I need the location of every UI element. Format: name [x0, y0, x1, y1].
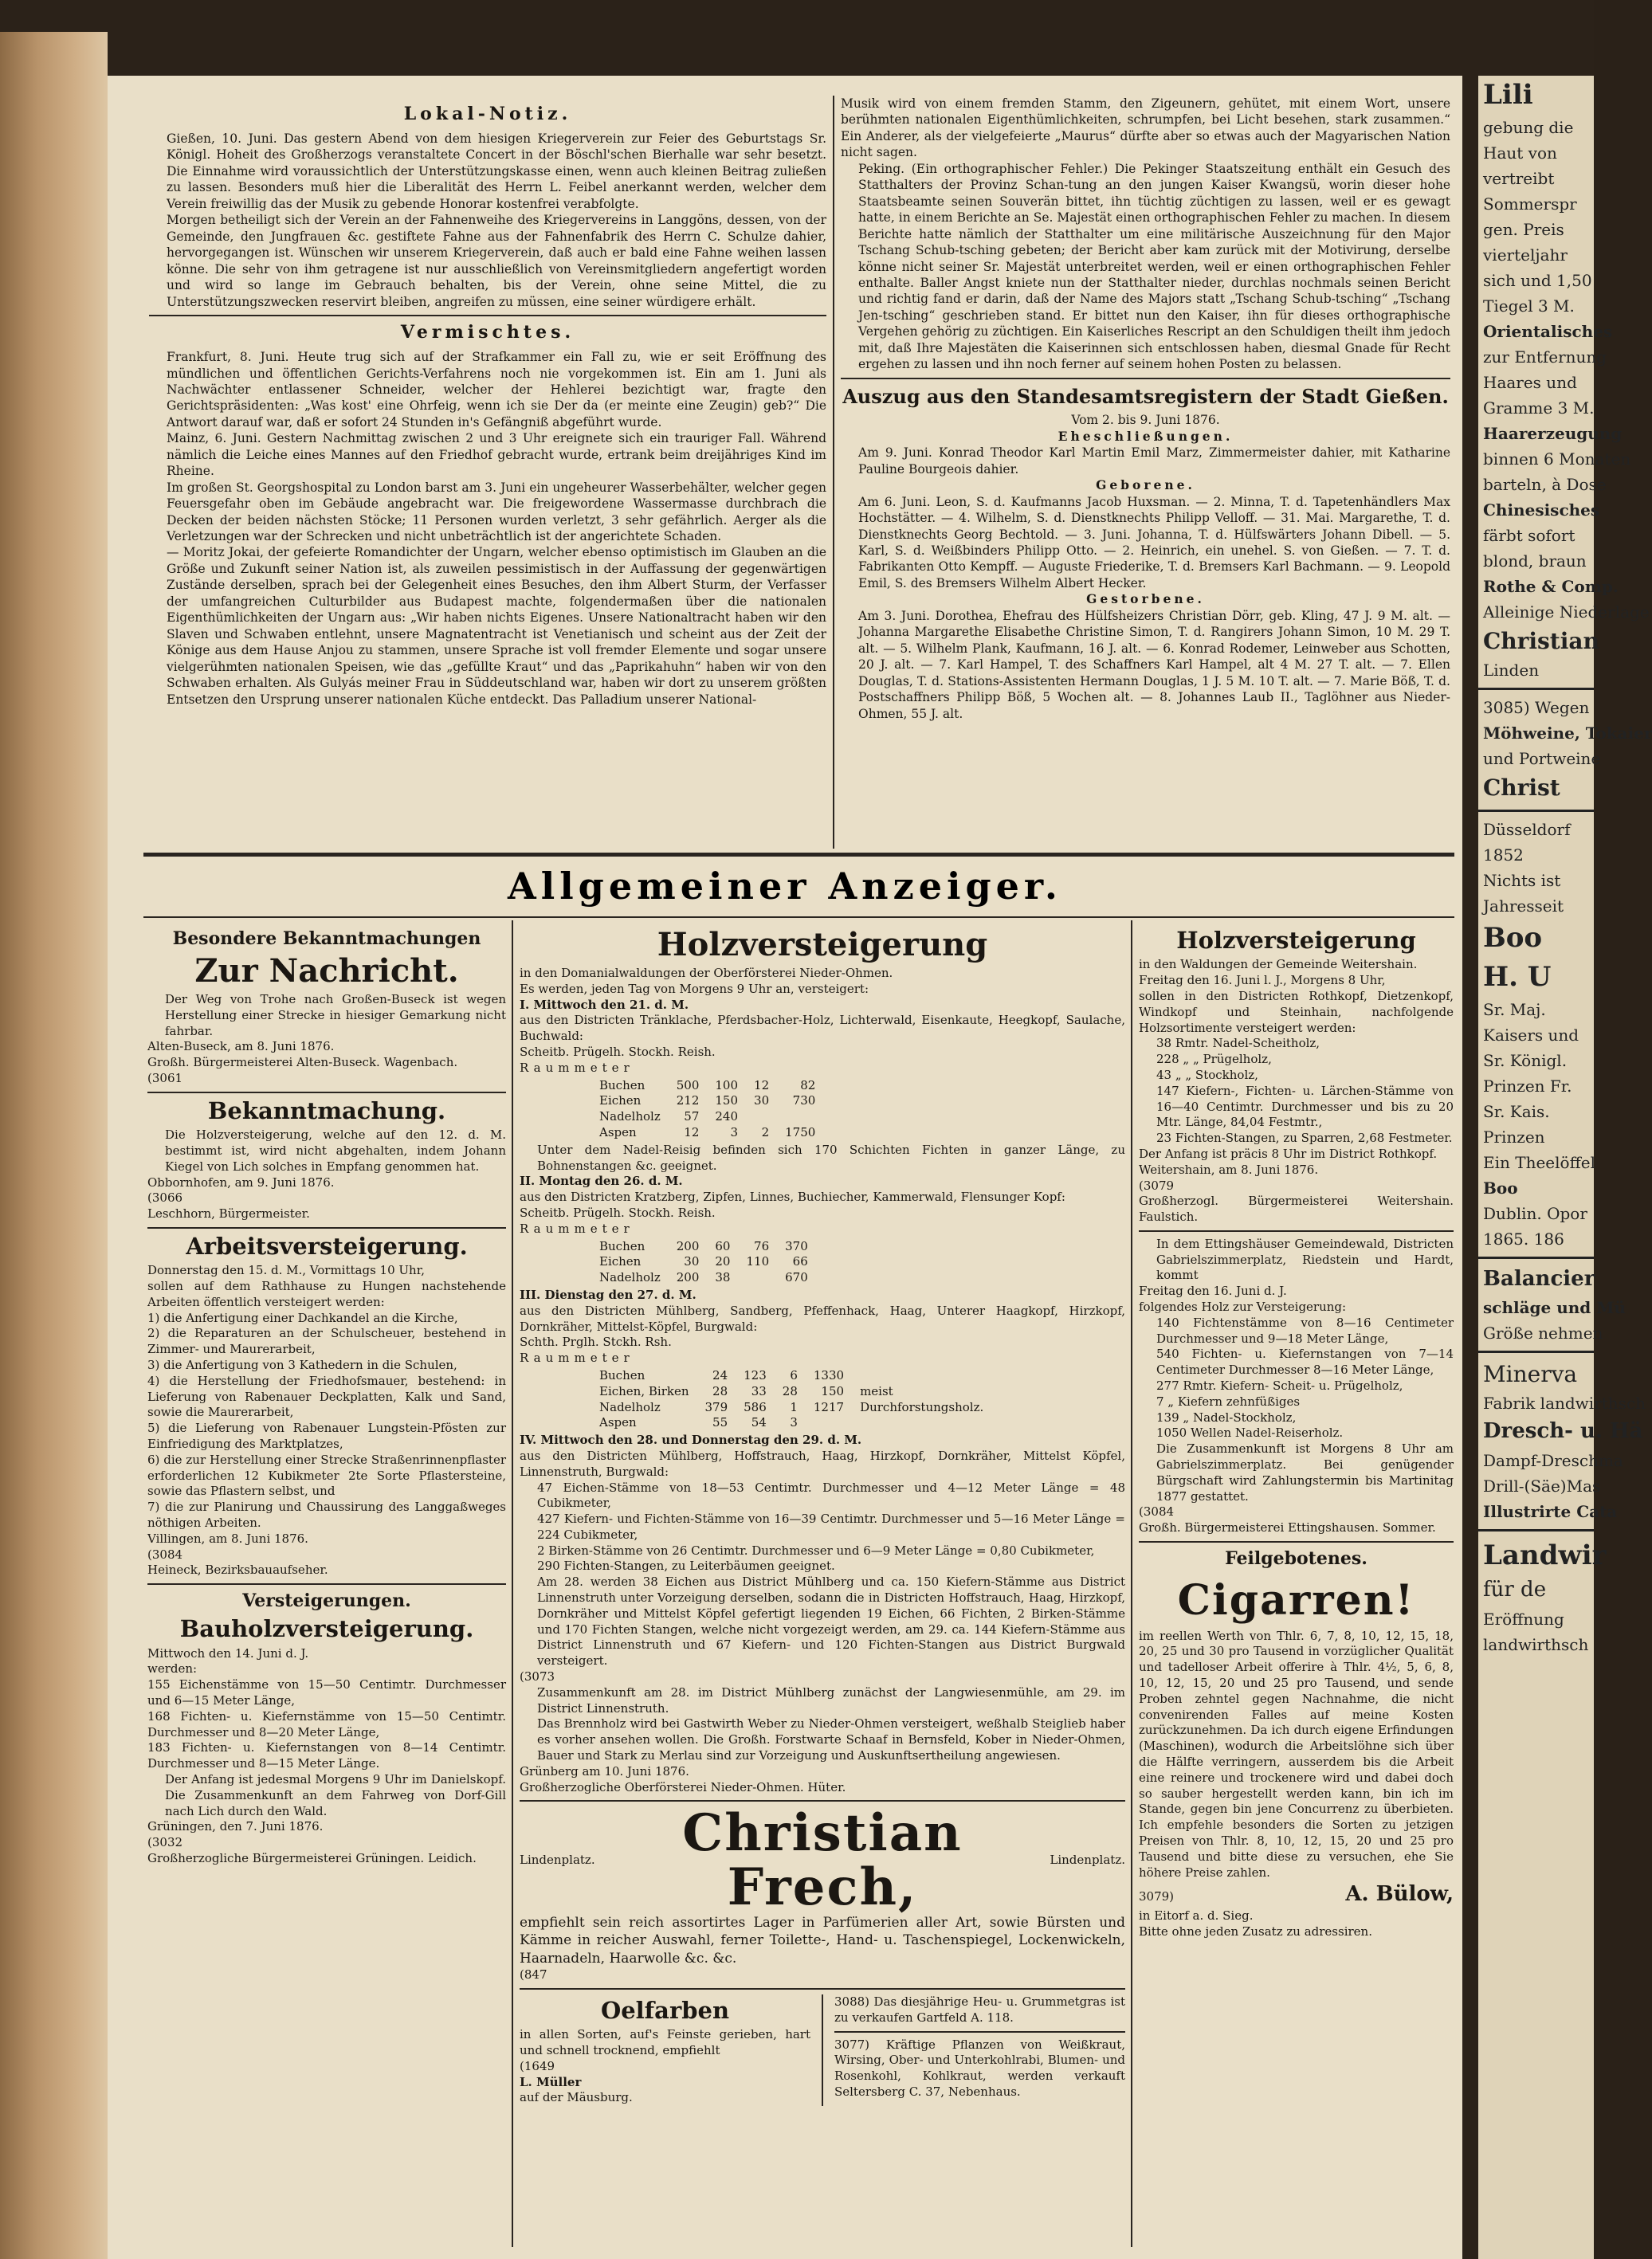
versteigerungen-title: Versteigerungen.: [242, 1590, 411, 1612]
volume-table: [591, 1078, 823, 1141]
ad-list-item: 540 Fichten- u. Kiefernstangen von 7—14 Centimeter Durchmesser 8—16 Meter Länge,: [1156, 1347, 1454, 1378]
ad-number: (3032: [147, 1835, 183, 1850]
ad-list-item: 1) die Anfertigung einer Dachkandel an die Kirche,: [147, 1310, 458, 1325]
nachricht-title: Zur Nachricht.: [194, 952, 459, 990]
strip-text: Sommerspr: [1483, 194, 1577, 214]
strip-text: Christ: [1483, 775, 1560, 802]
ad-list-item: 183 Fichten- u. Kiefernstangen von 8—14 Centimtr. Durchmesser und 8—15 Meter Länge.: [147, 1740, 506, 1771]
ad-list-item: 4) die Herstellung der Friedhofsmauer, bestehend: in Lieferung von Rabenauer Deckplatten, Kalk und Sand, sowie die Maurerarbeit,: [147, 1373, 506, 1420]
ad-signature: Großh. Bürgermeisterei Ettingshausen. Sommer.: [1139, 1520, 1436, 1535]
table-header: Scheitb. Prügelh. Stockh. Reish.: [520, 1044, 716, 1059]
vermischtes-paragraph: Mainz, 6. Juni. Gestern Nachmittag zwischen 2 und 3 Uhr ereignete sich ein trauriger Fall. Während nämlich die Leiche eines Mannes auf den Friedhof gebracht wurde, ertrank beim dreijähriges Kind im Rheine.: [167, 431, 826, 479]
strip-rule: [1478, 1529, 1594, 1531]
strip-text: Linden: [1483, 661, 1540, 680]
ad-signature: A. Bülow,: [1345, 1882, 1454, 1907]
strip-text: Eröffnung: [1483, 1609, 1564, 1629]
strip-text: Illustrirte Cata: [1483, 1501, 1618, 1521]
strip-text: 3085) Wegen: [1483, 698, 1590, 718]
divider: [147, 1092, 506, 1093]
holzversteigerung-title: Holzversteigerung: [657, 926, 988, 963]
strip-text: Prinzen Fr.: [1483, 1076, 1572, 1096]
ad-text: in allen Sorten, auf's Feinste gerieben, hart und schnell trocknend, empfiehlt: [520, 2027, 811, 2058]
table-unit: Raummeter: [520, 1221, 634, 1236]
standesamt-entry: Am 9. Juni. Konrad Theodor Karl Martin Emil Marz, Zimmermeister dahier, mit Katharine Pauline Bourgeois dahier.: [858, 445, 1450, 477]
ad-number: (3079: [1139, 1178, 1175, 1193]
ad-list-item: 5) die Lieferung von Rabenauer Lungstein-Pfösten zur Einfriedigung des Marktplatzes,: [147, 1421, 506, 1452]
lokal-paragraph: Morgen betheiligt sich der Verein an der Fahnenweihe des Kriegervereins in Langgöns, dessen, von der Gemeinde, den Jungfrauen &c. gestiftete Fahne aus der Fahnenfabrik des Herrn C. Schulze dahier, hervorgegangen ist. Wünschen wir unserem Kriegerverein, daß auch er bald eine Fahne weihen lassen könne. Die sehr von ihm getragene ist nur ausschließlich von Vereinsmitgliedern angefertigt worden und wird so lange im Gebrauch behalten, bis der Verein, ohne seine Mittel, die zu Unterstützungszwecken reservirt bleiben, angreifen zu müssen, eine seiner würdigere erhält.: [167, 213, 826, 309]
lokal-paragraph: Gießen, 10. Juni. Das gestern Abend von dem hiesigen Kriegerverein zur Feier des Geburtstags Sr. Königl. Hoheit des Großherzogs veranstaltete Concert in der Böschl'schen Bierhalle war sehr besetzt. Die Einnahme wird voraussichtlich der Unterstützungskasse einen, wenn auch kleinen Beitrag zuließen zu lassen. Besonders muß hier die Liberalität des Herrn L. Feibel anerkannt werden, welcher dem Verein freiwillig das der Musik zu gebende Honorar kostenfrei verabfolgte.: [167, 131, 826, 211]
ad-list-item: 2 Birken-Stämme von 26 Centimtr. Durchmesser und 6—9 Meter Länge = 0,80 Cubikmeter,: [537, 1543, 1095, 1558]
table-row: Eichen, Birken 28 33 28 150: [599, 1383, 845, 1398]
ad-list-item: 1050 Wellen Nadel-Reiserholz.: [1156, 1426, 1344, 1441]
ad-number: (3066: [147, 1190, 183, 1206]
strip-text: Boo: [1483, 1178, 1518, 1198]
ad-signature: L. Müller: [520, 2074, 582, 2089]
strip-text: Dampf-Dreschma: [1483, 1450, 1623, 1470]
table-header: Schth. Prglh. Stckh. Rsh.: [520, 1335, 672, 1350]
ad-text: Es werden, jeden Tag von Morgens 9 Uhr an, versteigert:: [520, 981, 869, 996]
strip-text: Dublin. Opor: [1483, 1203, 1587, 1223]
ad-subtitle: in den Waldungen der Gemeinde Weitershain.: [1139, 957, 1418, 972]
bauholzversteigerung-title: Bauholzversteigerung.: [179, 1615, 474, 1643]
strip-text: Orientalisches: [1483, 321, 1613, 341]
ad-list-item: 38 Rmtr. Nadel-Scheitholz,: [1156, 1036, 1320, 1051]
standesamt-heading: Gestorbene.: [1086, 591, 1205, 607]
strip-text: zur Entfernung: [1483, 347, 1607, 367]
divider: [834, 2031, 1125, 2033]
ad-text: Das Brennholz wird bei Gastwirth Weber zu Nieder-Ohmen versteigert, weßhalb Steiglieb haber es vorher ansehen wollen. Die Großh. Forstwarte Schaaf in Bernsfeld, Kober in Nieder-Ohmen, Bauer und Stark zu Merlau sind zur Vorzeigung und Auskunftsertheilung angewiesen.: [537, 1716, 1125, 1763]
ad-text: im reellen Werth von Thlr. 6, 7, 8, 10, 12, 15, 18, 20, 25 und 30 pro Tausend in vorzüglicher Qualität und tadelloser Arbeit offerire à Thlr. 4½, 5, 6, 8, 10, 12, 15, 20 und 25 pro Tausend, und sende Proben zehntel gegen Nachnahme, die nicht convenirenden Falles auf meine Kosten zurückzunehmen. Da ich durch eigene Erfindungen (Maschinen), wodurch die Arbeitslöhne sich über die Hälfte verringern, ausserdem bis die Arbeit eine reinere und trockenere wird und dabei doch so sauber hergestellt werden kann, bin ich im Stande, gegen bin jene Concurrenz zu überbieten. Ich empfehle besonders die Sorten zu jetzigen Preisen von Thlr. 8, 10, 12, 15, 20 und 25 pro Tausend und bitte diese zu versuchen, ehe Sie höhere Preise zahlen.: [1139, 1628, 1454, 1880]
ad-place: Weitershain, am 8. Juni 1876.: [1139, 1162, 1319, 1177]
ad-list-item: 2) die Reparaturen an der Schulscheuer, bestehend in Zimmer- und Maurerarbeit,: [147, 1326, 506, 1357]
ad-place: Villingen, am 8. Juni 1876.: [147, 1531, 308, 1546]
ad-list-item: 147 Kiefern-, Fichten- u. Lärchen-Stämme von 16—40 Centimtr. Durchmesser und bis zu 20 Mtr. Länge, 84,04 Festmtr.,: [1156, 1083, 1454, 1130]
lokal-title: Lokal-Notiz.: [403, 104, 572, 124]
strip-text: Prinzen: [1483, 1127, 1545, 1147]
strip-text: Chinesisches: [1483, 500, 1600, 520]
adjoining-page-strip: [1478, 76, 1652, 2259]
ad-number: (3084: [147, 1547, 183, 1562]
table-row: Buchen 200 60 76 370: [599, 1238, 808, 1253]
sale-day: III. Dienstag den 27. d. M.: [520, 1287, 697, 1302]
ad-number: (3084: [1139, 1504, 1175, 1520]
ad-text: empfiehlt sein reich assortirtes Lager in Parfümerien aller Art, sowie Bürsten und Kämme in reicher Auswahl, ferner Toilette-, Hand- u. Taschenspiegel, Lockenwickeln, Haarnadeln, Haarwolle &c. &c.: [520, 1914, 1125, 1967]
strip-text: sich und 1,50: [1483, 270, 1592, 290]
ad-signature: Großherzogl. Bürgermeisterei Weitershain. Faulstich.: [1139, 1194, 1454, 1225]
column-top-right: [841, 96, 1450, 849]
strip-text: Rothe & Comp.: [1483, 576, 1619, 596]
ad-text: aus den Districten Mühlberg, Hoffstrauch, Haag, Hirzkopf, Dornkräher, Mittelst Köpfel, Linnenstruth, Burgwald:: [520, 1448, 1125, 1479]
divider: [520, 1800, 1125, 1802]
ad-subtitle: in den Domanialwaldungen der Oberförsterei Nieder-Ohmen.: [520, 966, 893, 980]
strip-text: barteln, à Dose: [1483, 474, 1607, 494]
strip-text: Drill-(Säe)Mas: [1483, 1476, 1601, 1496]
table-row: Nadelholz 57 240: [599, 1109, 739, 1124]
ad-text: sollen auf dem Rathhause zu Hungen nachstehende Arbeiten öffentlich versteigert werden:: [147, 1279, 506, 1309]
article-paragraph: Peking. (Ein orthographischer Fehler.) Die Pekinger Staatszeitung enthält ein Gesuch des Statthalters der Provinz Schan-tung an den jungen Kaiser Kwangsü, worin dieser hohe Staatsbeamte seinen Souverän bittet, ihn tüchtig züchtigen zu lassen, weil er es gewagt hatte, in einem Berichte an Se. Majestät einen orthographischen Fehler zu machen. In diesem Berichte hatte nämlich der Statthalter um eine militärische Auszeichnung für den Major Tschang Schub-tsching gebeten; der Bericht aber kam zurück mit der Motivirung, derselbe könne nicht seiner Sr. Majestät unterbreitet werden, weil er einen orthographischen Fehler enthalte. Baller Angst kniete nun der Statthalter nieder, durchlas nochmals seinen Bericht und richtig fand er darin, daß der Name des Majors statt „Tschang Schub-tsching“ „Tschang Jen-tsching“ geschrieben stand. Er bittet nun den Kaiser, ihn für dieses orthographische Vergehen gehörig zu züchtigen. Ein Kaiserliches Rescript an den Schuldigen theilt ihm jedoch mit, daß Ihre Majestäten die Kaiserinnen sich entschlossen haben, diesmal Gnade für Recht ergehen zu lassen und ihn noch ferner auf seinem hohen Posten zu belassen.: [858, 161, 1450, 372]
ad-number: (1649: [520, 2058, 555, 2073]
holzversteigerung-title: Holzversteigerung: [1176, 927, 1416, 954]
strip-rule: [1478, 1351, 1594, 1353]
strip-text: landwirthsch: [1483, 1634, 1589, 1654]
ad-text: Die Holzversteigerung, welche auf den 12. d. M. bestimmt ist, wird nicht abgehalten, indem Johann Kiegel von Lich solches in Empfang genommen hat.: [165, 1128, 506, 1174]
ad-list-item: 140 Fichtenstämme von 8—16 Centimeter Durchmesser und 9—18 Meter Länge,: [1156, 1315, 1454, 1346]
ad-list-item: 23 Fichten-Stangen, zu Sparren, 2,68 Festmeter.: [1156, 1131, 1453, 1146]
ad-place: Obbornhofen, am 9. Juni 1876.: [147, 1175, 335, 1190]
column-rule: [833, 96, 834, 849]
table-row: Eichen 212 150 30 730: [599, 1093, 816, 1108]
strip-text: Ein Theelöffel: [1483, 1152, 1596, 1172]
ad-date: Mittwoch den 14. Juni d. J.: [147, 1645, 309, 1661]
book-spine: [0, 32, 108, 2259]
sale-day: II. Montag den 26. d. M.: [520, 1174, 683, 1189]
strip-text: 1852: [1483, 845, 1524, 865]
column-rule: [1131, 920, 1132, 2247]
ad-list-item: 290 Fichten-Stangen, zu Leiterbäumen geeignet.: [537, 1559, 835, 1574]
strip-text: Kaisers und: [1483, 1025, 1579, 1045]
ad-text: sollen in den Districten Rothkopf, Dietzenkopf, Windkopf und Steinhain, nachfolgende Holzsortimente versteigert werden:: [1139, 988, 1454, 1035]
standesamt-heading: Geborene.: [1096, 477, 1195, 493]
sale-day: IV. Mittwoch den 28. und Donnerstag den 29. d. M.: [520, 1433, 862, 1448]
column-top-left: [149, 100, 826, 857]
strip-text: Alleinige Niederlage: [1483, 602, 1650, 622]
strip-text: Haarerzeugung: [1483, 423, 1623, 443]
strip-text: Sr. Kais.: [1483, 1101, 1550, 1121]
strip-text: Möhweine, Tokaier: [1483, 724, 1652, 743]
ad-address: auf der Mäusburg.: [520, 2090, 633, 2105]
section-rule: [143, 853, 1454, 857]
oelfarben-title: Oelfarben: [600, 1996, 730, 2024]
frech-name: Christian Frech,: [682, 1803, 963, 1917]
ad-list-item: 43 „ „ Stockholz,: [1156, 1067, 1258, 1082]
ad-number: (847: [520, 1967, 547, 1983]
ad-signature: Heineck, Bezirksbauaufseher.: [147, 1563, 328, 1578]
ad-text: aus den Districten Kratzberg, Zipfen, Linnes, Buchiecher, Kammerwald, Flensunger Kopf:: [520, 1190, 1065, 1205]
strip-rule: [1478, 810, 1594, 812]
ad-list-item: 3) die Anfertigung von 3 Kathedern in die Schulen,: [147, 1358, 457, 1373]
ad-text: Bitte ohne jeden Zusatz zu adressiren.: [1139, 1924, 1372, 1939]
ad-text: Unter dem Nadel-Reisig befinden sich 170 Schichten Fichten in ganzer Länge, zu Bohnenstangen &c. geeignet.: [537, 1142, 1125, 1173]
ad-list-item: 47 Eichen-Stämme von 18—53 Centimtr. Durchmesser und 4—12 Meter Länge = 48 Cubikmeter,: [537, 1480, 1125, 1511]
strip-text: Dresch- u. Hä: [1483, 1419, 1643, 1444]
ad-list-item: 168 Fichten- u. Kiefernstämme von 15—50 Centimtr. Durchmesser und 8—20 Meter Länge,: [147, 1708, 506, 1739]
strip-text: Sr. Maj.: [1483, 999, 1546, 1019]
strip-text: Größe nehmen: [1483, 1323, 1603, 1343]
strip-text: Minerva: [1483, 1360, 1578, 1387]
ad-list-item: 155 Eichenstämme von 15—50 Centimtr. Durchmesser und 6—15 Meter Länge,: [147, 1677, 506, 1708]
divider: [149, 315, 826, 316]
small-ads: [834, 1994, 1125, 2106]
column-ads-left: [147, 924, 506, 2247]
strip-text: Balancier: [1483, 1266, 1595, 1291]
strip-text: gebung die: [1483, 117, 1574, 137]
table-row: Aspen 55 54 3: [599, 1415, 798, 1430]
strip-text: Fabrik landwirthsch: [1483, 1394, 1646, 1414]
divider: [147, 1583, 506, 1585]
strip-text: Haares und: [1483, 372, 1577, 392]
ad-date: Freitag den 16. Juni l. J., Morgens 8 Uhr,: [1139, 973, 1386, 988]
ad-text: Der Anfang ist präcis 8 Uhr im District Rothkopf.: [1139, 1146, 1438, 1161]
strip-text: für de: [1483, 1578, 1547, 1602]
strip-rule: [1478, 1257, 1594, 1259]
ad-place: Grüningen, den 7. Juni 1876.: [147, 1819, 324, 1834]
ad-list-item: 427 Kiefern- und Fichten-Stämme von 16—39 Centimtr. Durchmesser und 5—16 Meter Länge = 224 Cubikmeter,: [537, 1512, 1125, 1542]
small-ads-row: [520, 1994, 1125, 2106]
ad-text: 3077) Kräftige Pflanzen von Weißkraut, Wirsing, Ober- und Unterkohlrabi, Blumen- und Rosenkohl, Kohlkraut, werden verkauft Seltersberg C. 37, Nebenhaus.: [834, 2037, 1125, 2099]
strip-text: färbt sofort: [1483, 525, 1575, 545]
cigarren-title: Cigarren!: [1177, 1576, 1415, 1626]
ad-text: aus den Districten Mühlberg, Sandberg, Pfeffenhack, Haag, Unterer Haagkopf, Hirzkopf, Dornkräher, Mittelst-Köpfel, Burgwald:: [520, 1303, 1125, 1334]
frech-header: [520, 1803, 1125, 1917]
feilgebotenes-title: Feilgebotenes.: [1225, 1548, 1368, 1570]
column-ads-middle: [520, 924, 1125, 2247]
ad-signature: Großherzogliche Bürgermeisterei Grüningen. Leidich.: [147, 1850, 477, 1865]
ad-text: aus den Districten Tränklache, Pferdsbacher-Holz, Lichterwald, Eisenkaute, Heegkopf, Saulache, Buchwald:: [520, 1013, 1125, 1044]
ad-date: Freitag den 16. Juni d. J.: [1139, 1284, 1287, 1299]
strip-text: gen. Preis: [1483, 219, 1564, 239]
strip-text: Sr. Königl.: [1483, 1050, 1568, 1070]
ad-number: (3073: [520, 1669, 555, 1684]
frech-location-left: Lindenplatz.: [520, 1852, 595, 1867]
ad-signature: Großherzogliche Oberförsterei Nieder-Ohmen. Hüter.: [520, 1779, 846, 1794]
allgemeiner-anzeiger-banner: Allgemeiner Anzeiger.: [508, 865, 1062, 908]
ad-text: In dem Ettingshäuser Gemeindewald, Districten Gabrielszimmerplatz, Riedstein und Hardt, kommt: [1156, 1236, 1454, 1283]
column-rule: [822, 1994, 823, 2106]
strip-text: H. U: [1483, 960, 1552, 993]
ad-place: Alten-Buseck, am 8. Juni 1876.: [147, 1039, 335, 1054]
standesamt-entry: Am 3. Juni. Dorothea, Ehefrau des Hülfsheizers Christian Dörr, geb. Kling, 47 J. 9 M. alt. — Johanna Margarethe Elisabethe Christine Simon, T. d. Rangirers Johann Simon, 10 M. 29 T. alt. — 5. Wilhelm Plank, Kaufmann, 16 J. alt. — 6. Konrad Rodemer, Leinweber aus Schotten, 20 J. alt. — 7. Karl Hampel, T. des Schaffners Karl Hampel, alt 4 M. 27 T. alt. — 7. Ellen Douglas, T. d. Stations-Assistenten Hermann Douglas, 1 J. 5 M. 10 T. alt. — 7. Marie Böß, T. d. Postschaffners Philipp Böß, 5 Wochen alt. — 8. Johannes Laub II., Taglöhner aus Nieder-Ohmen, 55 J. alt.: [858, 608, 1450, 721]
article-paragraph: Musik wird von einem fremden Stamm, den Zigeunern, gehütet, mit einem Wort, unsere berühmten nationalen Eigenthümlichkeiten, schrumpfen, bei Licht besehen, stark zusammen.“ Ein Anderer, als der vielgefeierte „Maurus“ dürfte aber so etwas auch der Magyarischen Nation nicht sagen.: [841, 96, 1450, 160]
strip-text: 1865. 186: [1483, 1229, 1564, 1249]
newspaper-page: [108, 76, 1462, 2259]
ad-text: Die Zusammenkunft ist Morgens 8 Uhr am Gabrielszimmerplatz. Bei genügender Bürgschaft wird Zahlungstermin bis Martinitag 1877 gestattet.: [1156, 1441, 1454, 1504]
ad-text: Der Weg von Trohe nach Großen-Buseck ist wegen Herstellung einer Strecke in hiesiger Gemarkung nicht fahrbar.: [165, 992, 506, 1038]
strip-text: blond, braun: [1483, 551, 1587, 571]
vermischtes-title: Vermischtes.: [400, 322, 575, 343]
divider: [147, 1227, 506, 1229]
ad-signature: Leschhorn, Bürgermeister.: [147, 1206, 310, 1222]
ad-text: werden:: [147, 1661, 198, 1677]
oelfarben-ad: [520, 1994, 810, 2106]
strip-text: vertreibt: [1483, 168, 1555, 188]
table-row: Nadelholz 200 38 670: [599, 1270, 808, 1285]
divider: [1139, 1541, 1454, 1543]
ad-list-item: 7) die zur Planirung und Chaussirung des Langgaßweges nöthigen Arbeiten.: [147, 1500, 506, 1531]
ad-list-item: 7 „ Kiefern zehnfüßiges: [1156, 1394, 1301, 1409]
strip-text: binnen 6 Monaten: [1483, 449, 1631, 469]
table-row: Nadelholz 379 586 1 1217: [599, 1399, 845, 1414]
vermischtes-paragraph: — Moritz Jokai, der gefeierte Romandichter der Ungarn, welcher ebenso optimistisch im Glauben an die Größe und Zukunft seiner Nation ist, als zuweilen pessimistisch in der Auffassung der gegenwärtigen Zustände derselben, sprach bei der Gelegenheit eines Besuches, den ihm Albert Sturm, der Verfasser der umfangreichen Culturbilder aus Budapest machte, folgendermaßen über die nationalen Eigenthümlichkeiten der Ungarn aus: „Wir haben nichts Eigenes. Unsere Nationaltracht haben wir den Slaven und Schwaben entlehnt, unsere Magnatentracht ist Venetianisch und scheint aus der Zeit der Könige aus dem Hause Anjou zu stammen, unsere Sprache ist voll fremder Elemente und sogar unsere vielgerühmten nationalen Speisen, wie das „gefüllte Kraut“ und das „Paprikahuhn“ haben wir von den Schwaben erhalten. Als Gulyás meiner Frau in Süddeutschland war, haben wir dort zu unserem größten Entsetzen den Ursprung unserer nationalen Küche entdeckt. Das Palladium unserer National-: [167, 545, 826, 707]
ad-text: folgendes Holz zur Versteigerung:: [1139, 1300, 1347, 1315]
ad-list-item: 228 „ „ Prügelholz,: [1156, 1052, 1272, 1067]
volume-table: [591, 1368, 991, 1431]
table-row: Buchen 500 100 12 82: [599, 1077, 816, 1092]
table-row: Aspen 12 3 2 1750: [599, 1124, 816, 1139]
table-row: Buchen 24 123 6 1330 meist Durchforstungsholz.: [591, 1368, 991, 1384]
table-unit: Raummeter: [520, 1060, 634, 1075]
table-unit: Raummeter: [520, 1351, 634, 1366]
column-rule: [512, 920, 513, 2247]
standesamt-title: Auszug aus den Standesamtsregistern der Stadt Gießen.: [842, 384, 1449, 408]
section-rule: [143, 916, 1454, 918]
divider: [1139, 1230, 1454, 1232]
vermischtes-paragraph: Im großen St. Georgshospital zu London barst am 3. Juni ein ungeheurer Wasserbehälter, welcher gegen Feuersgefahr oben im Gebäude angebracht war. Die freigewordene Wassermasse durchbrach die Decken der beiden nächsten Stöcke; 11 Personen wurden verletzt, 3 sehr gefährlich. Aerger als die Verletzungen war der Schrecken und nicht unbeträchtlich ist der angerichtete Schaden.: [167, 480, 826, 544]
column-ads-right: [1139, 924, 1454, 2247]
ad-number: 3079): [1139, 1889, 1175, 1904]
ad-place: Grünberg am 10. Juni 1876.: [520, 1763, 689, 1779]
table-note: meist Durchforstungsholz.: [860, 1383, 984, 1414]
ad-number: (3061: [147, 1071, 183, 1086]
strip-text: Düsseldorf: [1483, 819, 1571, 839]
standesamt-period: Vom 2. bis 9. Juni 1876.: [1071, 413, 1220, 428]
bekanntmachungen-title: Besondere Bekanntmachungen: [172, 928, 481, 949]
volume-table: [591, 1239, 816, 1286]
sale-day: I. Mittwoch den 21. d. M.: [520, 997, 689, 1012]
strip-text: Gramme 3 M.: [1483, 398, 1595, 418]
ad-text: Zusammenkunft am 28. im District Mühlberg zunächst der Langwiesenmühle, am 29. im District Linnenstruth.: [537, 1684, 1125, 1716]
strip-text: Nichts ist: [1483, 870, 1561, 890]
strip-text: schläge und Mü: [1483, 1297, 1626, 1317]
arbeitsversteigerung-title: Arbeitsversteigerung.: [186, 1232, 468, 1260]
ad-text: 3088) Das diesjährige Heu- u. Grummetgras ist zu verkaufen Gartfeld A. 118.: [834, 1994, 1125, 2025]
strip-text: Boo: [1483, 921, 1543, 954]
table-row: Eichen 30 20 110 66: [599, 1254, 808, 1269]
ad-place: in Eitorf a. d. Sieg.: [1139, 1908, 1254, 1923]
strip-text: Landwir: [1483, 1539, 1607, 1571]
ad-signature: Großh. Bürgermeisterei Alten-Buseck. Wagenbach.: [147, 1055, 458, 1070]
strip-text: Lili: [1483, 79, 1533, 111]
standesamt-heading: Eheschließungen.: [1058, 428, 1234, 444]
ad-text: Der Anfang ist jedesmal Morgens 9 Uhr im Danielskopf. Die Zusammenkunft an dem Fahrweg von Dorf-Gill nach Lich durch den Wald.: [165, 1771, 506, 1818]
standesamt-entry: Am 6. Juni. Leon, S. d. Kaufmanns Jacob Huxsman. — 2. Minna, T. d. Tapetenhändlers Max Hochstätter. — 4. Wilhelm, S. d. Dienstknechts Philipp Velloff. — 31. Mai. Margarethe, T. d. Dienstknechts Georg Bechtold. — 3. Juni. Johanna, T. d. Hülfswärters Johann Dibell. — 5. Karl, S. d. Weißbinders Philipp Otto. — 2. Heinrich, ein unehel. S. von Gießen. — 7. T. d. Fabrikanten Otto Kempff. — Auguste Friederike, T. d. Bremsers Karl Bachmann. — 9. Leopold Emil, S. des Bremsers Wilhelm Albert Hecker.: [858, 494, 1450, 590]
strip-text: vierteljahr: [1483, 245, 1568, 265]
divider: [841, 378, 1450, 379]
vermischtes-paragraph: Frankfurt, 8. Juni. Heute trug sich auf der Strafkammer ein Fall zu, wie er seit Eröffnung des mündlichen und öffentlichen Gerichts-Verfahrens noch nie vorgekommen ist. Ein am 1. Juni als Nachwächter entlassener Schneider, welcher der Hehlerei bezichtigt war, fragte den Gerichtspräsidenten: „Was kost' eine Ohrfeig, wenn ich sie Der da (er meinte eine Zeugin) geb?“ Die Antwort darauf war, daß er sofort 24 Stunden in's Gefängniß abgeführt wurde.: [167, 350, 826, 429]
strip-text: Christian: [1483, 627, 1599, 654]
ad-text: Am 28. werden 38 Eichen aus District Mühlberg und ca. 150 Kiefern-Stämme aus District Linnenstruth unter Vorzeigung derselben, sodann die in Districten Hoffstrauch, Haag, Hirzkopf, Dornkräher und Mittelst Köpfel gefertigt liegenden 19 Eichen, 66 Fichten, 2 Birken-Stämme und 170 Fichten Stangen, welche nicht vorgezeigt werden, am 29. ca. 144 Kiefern-Stämme aus District Linnenstruth und 67 Kiefern- und 120 Fichten-Stangen aus District Burgwald versteigert.: [537, 1575, 1125, 1669]
strip-text: und Portweine: [1483, 749, 1601, 769]
ad-list-item: 139 „ Nadel-Stockholz,: [1156, 1410, 1297, 1425]
frech-location-right: Lindenplatz.: [1050, 1852, 1125, 1867]
ad-list-item: 277 Rmtr. Kiefern- Scheit- u. Prügelholz,: [1156, 1379, 1403, 1394]
strip-text: Tiegel 3 M.: [1483, 296, 1575, 316]
bekanntmachung-title: Bekanntmachung.: [207, 1096, 446, 1124]
table-header: Scheitb. Prügelh. Stockh. Reish.: [520, 1205, 716, 1220]
strip-text: Jahresseit: [1483, 896, 1564, 916]
cigarren-sign-row: [1139, 1881, 1454, 1908]
ad-list-item: 6) die zur Herstellung einer Strecke Straßenrinnenpflaster erforderlichen 12 Kubikmeter 2te Sorte Pflastersteine, sowie das Pflastern selbst, und: [147, 1452, 506, 1499]
ad-date: Donnerstag den 15. d. M., Vormittags 10 Uhr,: [147, 1263, 425, 1278]
divider: [520, 1988, 1125, 1990]
strip-text: Haut von: [1483, 143, 1557, 163]
strip-rule: [1478, 688, 1594, 690]
